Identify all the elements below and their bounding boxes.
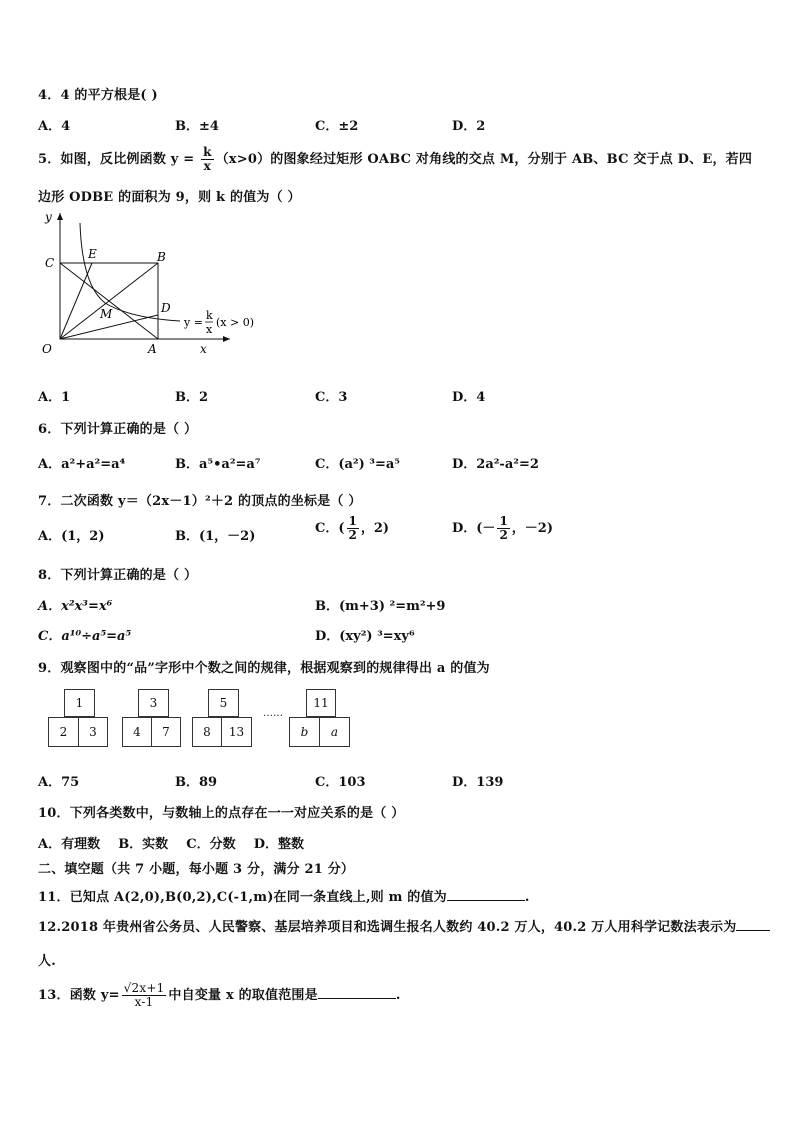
q5-option-d: D．4 xyxy=(452,390,486,405)
fig-eq-prefix: y = xyxy=(184,316,203,329)
pin-left-cell: b xyxy=(289,717,320,747)
q4-option-c: C．±2 xyxy=(315,119,359,134)
q12-stem-line1 xyxy=(38,916,770,935)
q12-text: 12.2018 年贵州省公务员、人民警察、基层培养项目和选调生报名人数约 40.2 万人，40.2 万人用科学记数法表示为 xyxy=(38,920,737,935)
q5-option-a: A．1 xyxy=(38,390,71,405)
pin-right-cell: 3 xyxy=(78,717,108,747)
fig-label-c: C xyxy=(45,256,55,270)
pin-left-cell: 2 xyxy=(48,717,79,747)
q6-option-c: C．(a²) ³=a⁵ xyxy=(315,457,400,472)
q8-option-a: A．x²x³=x⁶ xyxy=(38,599,113,614)
pin-right-cell: a xyxy=(319,717,350,747)
pin-ellipsis: …… xyxy=(263,708,283,719)
q11-answer-blank[interactable] xyxy=(447,900,525,901)
q7-option-b: B．(1，－2) xyxy=(175,529,256,544)
q8-option-d: D．(xy²) ³=xy⁶ xyxy=(315,629,415,644)
q7-c-denominator: 2 xyxy=(348,528,357,542)
q5-fraction-denominator: x xyxy=(203,159,212,173)
fig-eq-numerator: k xyxy=(206,309,213,322)
x-axis-arrow-icon xyxy=(223,336,230,342)
q13-end: . xyxy=(395,988,401,1003)
q8-option-c: C．a¹⁰÷a⁵=a⁵ xyxy=(38,629,132,644)
q13-answer-blank[interactable] xyxy=(318,998,396,999)
q9-option-c: C．103 xyxy=(315,775,366,790)
q4-option-a: A．4 xyxy=(38,119,71,134)
section-2-heading: 二、填空题（共 7 小题，每小题 3 分，满分 21 分） xyxy=(38,862,355,877)
q7-d-prefix: D．(－ xyxy=(452,521,496,536)
fig-label-y: y xyxy=(45,210,52,224)
q7-d-denominator: 2 xyxy=(499,528,508,542)
q5-stem-suffix: （x>0）的图象经过矩形 OABC 对角线的交点 M，分别于 AB、BC 交于点 D、E，若四 xyxy=(215,152,753,167)
q11-stem xyxy=(38,886,530,905)
pin-right-cell: 7 xyxy=(151,717,181,747)
q7-c-suffix: ，2) xyxy=(360,521,390,536)
q8-option-b: B．(m+3) ²=m²+9 xyxy=(315,599,446,614)
q9-stem: 9．观察图中的“品”字形中个数之间的规律，根据观察到的规律得出 a 的值为 xyxy=(38,661,490,676)
pin-top-cell: 1 xyxy=(64,689,95,717)
q9-option-d: D．139 xyxy=(452,775,504,790)
pin-left-cell: 4 xyxy=(122,717,152,747)
pin-left-cell: 8 xyxy=(192,717,222,747)
q5-option-c: C．3 xyxy=(315,390,348,405)
q5-stem-line2: 边形 ODBE 的面积为 9，则 k 的值为（ ） xyxy=(38,190,301,205)
q12-answer-blank[interactable] xyxy=(736,930,770,931)
q7-option-a: A．(1，2) xyxy=(38,529,105,544)
q12-stem-line2: 人. xyxy=(38,954,56,969)
q6-option-d: D．2a²-a²=2 xyxy=(452,457,539,472)
fig-label-e: E xyxy=(88,247,97,261)
fig-label-a: A xyxy=(148,342,157,356)
q7-option-c xyxy=(315,515,389,542)
q5-stem-prefix: 5．如图，反比例函数 y = xyxy=(38,152,200,167)
q13-text: 中自变量 x 的取值范围是 xyxy=(168,988,318,1003)
q5-fraction xyxy=(201,146,214,173)
q7-d-fraction xyxy=(497,515,509,542)
q13-numerator: √2x+1 xyxy=(123,981,165,995)
q11-end: . xyxy=(524,890,530,905)
q9-option-a: A．75 xyxy=(38,775,80,790)
fig-label-x: x xyxy=(200,342,207,356)
q7-d-suffix: ，－2) xyxy=(511,521,553,536)
q4-option-b: B．±4 xyxy=(175,119,219,134)
fig-eq-suffix: (x > 0) xyxy=(216,316,254,329)
pin-top-cell: 3 xyxy=(138,689,169,717)
q10-options: A．有理数 B．实数 C．分数 D．整数 xyxy=(38,837,305,852)
q4-option-d: D．2 xyxy=(452,119,486,134)
pin-right-cell: 13 xyxy=(221,717,252,747)
q5-figure xyxy=(30,205,270,365)
q6-option-a: A．a²+a²=a⁴ xyxy=(38,457,126,472)
q9-option-b: B．89 xyxy=(175,775,218,790)
q13-denominator: x-1 xyxy=(134,995,154,1009)
fig-label-o: O xyxy=(42,342,52,356)
q5-stem xyxy=(38,146,752,173)
q13-stem xyxy=(38,982,401,1009)
q13-prefix: 13．函数 y= xyxy=(38,988,120,1003)
y-axis-arrow-icon xyxy=(57,213,63,220)
q8-stem: 8．下列计算正确的是（ ） xyxy=(38,568,198,583)
q5-option-b: B．2 xyxy=(175,390,209,405)
q7-c-fraction xyxy=(347,515,359,542)
q5-fraction-numerator: k xyxy=(203,145,212,159)
q6-option-b: B．a⁵•a²=a⁷ xyxy=(175,457,261,472)
q7-c-prefix: C．( xyxy=(315,521,345,536)
fig-label-d: D xyxy=(161,301,171,315)
fig-eq-denominator: x xyxy=(206,323,213,336)
pin-top-cell: 11 xyxy=(306,689,336,717)
fig-label-b: B xyxy=(157,250,166,264)
pin-top-cell: 5 xyxy=(208,689,239,717)
fig-label-m: M xyxy=(100,307,113,321)
q11-text: 11．已知点 A(2,0),B(0,2),C(-1,m)在同一条直线上,则 m 的值为 xyxy=(38,890,447,905)
q7-c-numerator: 1 xyxy=(348,514,357,528)
q6-stem: 6．下列计算正确的是（ ） xyxy=(38,422,198,437)
q7-option-d xyxy=(452,515,553,542)
q4-stem: 4．4 的平方根是( ) xyxy=(38,88,158,103)
q10-stem: 10．下列各类数中，与数轴上的点存在一一对应关系的是（ ） xyxy=(38,806,405,821)
q13-fraction xyxy=(122,982,167,1009)
q7-d-numerator: 1 xyxy=(499,514,508,528)
q7-stem: 7．二次函数 y＝（2x－1）²＋2 的顶点的坐标是（ ） xyxy=(38,494,362,509)
